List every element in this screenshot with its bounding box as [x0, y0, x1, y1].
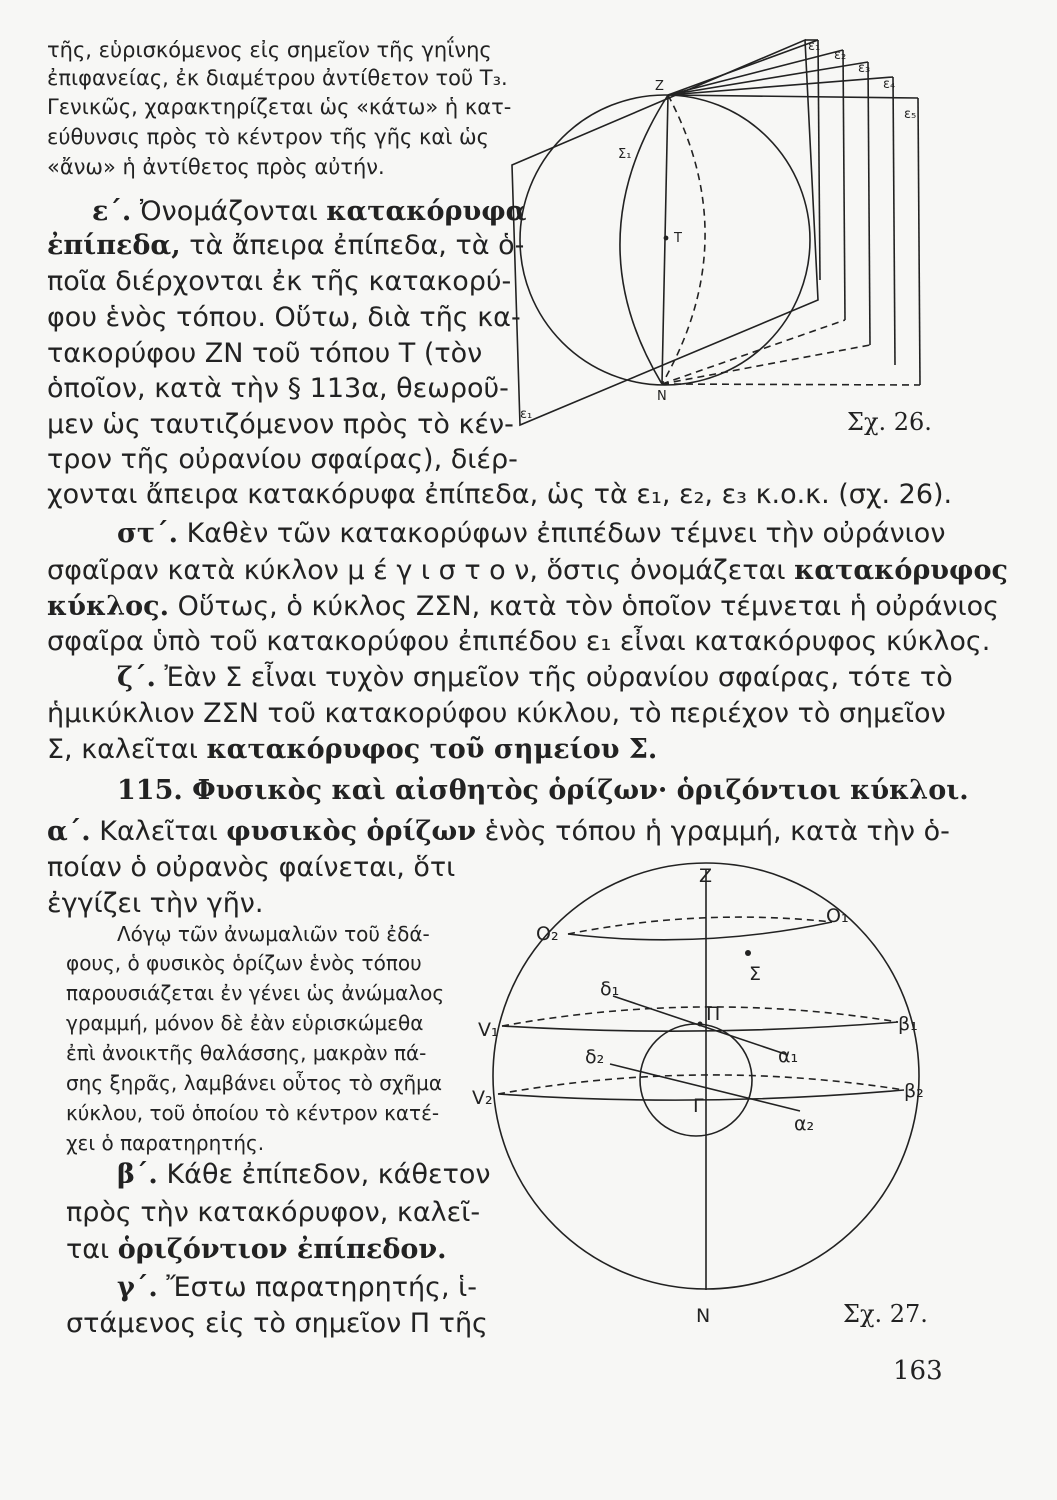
label-n: N [657, 389, 667, 404]
bold-term: ὁριζόντιον ἐπίπεδον. [117, 1234, 447, 1265]
paragraph-marker: στ΄. [117, 518, 178, 549]
bold-term: κατακόρυφος [794, 555, 1008, 586]
text-line: τρον τῆς οὐρανίου σφαίρας), διέρ- [47, 444, 518, 475]
paragraph-marker: β΄. [117, 1159, 158, 1190]
paragraph-marker: ε΄. [92, 196, 132, 227]
label-o2: O₂ [536, 923, 559, 945]
text-line: ἐγγίζει τὴν γῆν. [47, 888, 264, 919]
text-line: ποῖα διέρχονται ἐκ τῆς κατακορύ- [47, 266, 512, 297]
point-pi [698, 1022, 703, 1027]
text-span: Ἔστω παρατηρητής, ἱ- [166, 1272, 478, 1303]
text-line: Γενικῶς, χαρακτηρίζεται ὡς «κάτω» ἡ κατ- [47, 95, 512, 119]
label-e1-bottom: ε₁ [520, 407, 533, 422]
text-line: χονται ἄπειρα κατακόρυφα ἐπίπεδα, ὡς τὰ ε₁, ε₂, ε₃ κ.ο.κ. (σχ. 26). [47, 479, 953, 510]
label-e5: ε₅ [904, 107, 917, 122]
label-e4: ε₄ [883, 77, 896, 92]
label-delta1: δ₁ [600, 978, 620, 1000]
diagonal-delta2-alpha2 [610, 1064, 800, 1111]
label-e3: ε₃ [858, 61, 871, 76]
label-z: Z [699, 865, 713, 887]
label-alpha1: α₁ [778, 1045, 799, 1067]
text-span: τὰ ἄπειρα ἐπίπεδα, τὰ ὁ- [189, 230, 525, 261]
text-line: τακορύφου ΖΝ τοῦ τόπου Τ (τὸν [47, 338, 483, 369]
label-v2: V₂ [472, 1087, 493, 1109]
note-line: κύκλου, τοῦ ὁποίου τὸ κέντρον κατέ- [66, 1101, 440, 1125]
bold-term: ἐπίπεδα, [47, 230, 181, 261]
text-line: ποίαν ὁ οὐρανὸς φαίνεται, ὅτι [47, 852, 456, 883]
note-line: παρουσιάζεται ἐν γένει ὡς ἀνώμαλος [66, 981, 445, 1005]
note-line: Λόγῳ τῶν ἀνωμαλιῶν τοῦ ἐδά- [117, 922, 430, 946]
text-line: στάμενος εἰς τὸ σημεῖον Π τῆς [66, 1308, 488, 1339]
label-e2: ε₂ [834, 48, 847, 63]
label-delta2: δ₂ [585, 1046, 605, 1068]
text-span: ται [66, 1234, 110, 1265]
text-span: σφαῖραν κατὰ κύκλον μ έ γ ι σ τ ο ν, ὅστις ὀνομάζεται [47, 555, 786, 586]
label-z: Z [655, 79, 664, 94]
text-line: ἐπιφανείας, ἐκ διαμέτρου ἀντίθετον τοῦ Τ₃. [47, 66, 508, 90]
bold-term: κατακόρυφος τοῦ σημείου Σ. [206, 734, 658, 765]
label-alpha2: α₂ [794, 1113, 815, 1135]
note-line: ἐπὶ ἀνοικτῆς θαλάσσης, μακρὰν πά- [66, 1041, 427, 1065]
text-span: Κάθε ἐπίπεδον, κάθετον [166, 1159, 491, 1190]
section-number: 115. [117, 775, 183, 806]
paragraph-marker: α΄. [47, 816, 91, 847]
text-line: τῆς, εὑρισκόμενος εἰς σημεῖον τῆς γηΐνης [47, 38, 492, 62]
bold-term: κύκλος. [47, 591, 169, 622]
note-line: φους, ὁ φυσικὸς ὁρίζων ἑνὸς τόπου [66, 951, 422, 975]
figure-26-caption: Σχ. 26. [847, 408, 932, 436]
text-line: εύθυνσις πρὸς τὸ κέντρον τῆς γῆς καὶ ὡς [47, 125, 489, 149]
note-line: γραμμή, μόνον δὲ ἐὰν εὑρισκώμεθα [66, 1011, 424, 1035]
text-line: «ἄνω» ἡ ἀντίθετος πρὸς αὐτήν. [47, 155, 385, 179]
text-span: Καλεῖται [99, 816, 218, 847]
figure-27-caption: Σχ. 27. [843, 1300, 928, 1328]
bold-term: φυσικὸς ὁρίζων [226, 816, 476, 847]
label-sigma: Σ [749, 963, 762, 985]
label-t: T [674, 231, 682, 246]
horizon-circle-2-back [498, 1075, 904, 1094]
label-o1: O₁ [826, 905, 849, 927]
text-line: πρὸς τὴν κατακόρυφον, καλεῖ- [66, 1197, 481, 1228]
note-line: χει ὁ παρατηρητής. [66, 1131, 265, 1155]
label-sigma1: Σ₁ [618, 147, 632, 162]
point-sigma [745, 950, 751, 956]
note-line: σης ξηρᾶς, λαμβάνει οὗτος τὸ σχῆμα [66, 1071, 443, 1095]
label-beta1: β₁ [898, 1013, 918, 1035]
text-span: Οὕτως, ὁ κύκλος ΖΣΝ, κατὰ τὸν ὁποῖον τέμνεται ἡ οὐράνιος [177, 591, 999, 622]
label-gamma: Γ [693, 1095, 704, 1117]
parallel-circle-o-front [568, 922, 832, 940]
text-span: Σ, καλεῖται [47, 734, 198, 765]
text-line: μεν ὡς ταυτιζόμενον πρὸς τὸ κέν- [47, 409, 514, 440]
text-line: σφαῖρα ὑπὸ τοῦ κατακορύφου ἐπιπέδου ε₁ εἶναι κατακόρυφος κύκλος. [47, 626, 991, 657]
text-span: Καθὲν τῶν κατακορύφων ἐπιπέδων τέμνει τὴν οὐράνιον [186, 518, 946, 549]
label-pi: Π [706, 1003, 721, 1025]
text-span: ἑνὸς τόπου ἡ γραμμή, κατὰ τὴν ὁ- [484, 816, 950, 847]
paragraph-marker: γ΄. [117, 1272, 158, 1303]
label-e1-top: ε₁ [808, 39, 821, 54]
page-number: 163 [893, 1356, 943, 1386]
text-line: ὁποῖον, κατὰ τὴν § 113α, θεωροῦ- [47, 373, 509, 404]
bold-term: κατακόρυφα [326, 196, 527, 227]
label-n: N [696, 1305, 711, 1327]
label-v1: V₁ [478, 1019, 499, 1041]
text-line: ἡμικύκλιον ΖΣΝ τοῦ κατακορύφου κύκλου, τὸ περιέχον τὸ σημεῖον [47, 698, 946, 729]
section-title: Φυσικὸς καὶ αἰσθητὸς ὁρίζων· ὁριζόντιοι κύκλοι. [192, 775, 969, 806]
text-span: Ὀνομάζονται [139, 196, 318, 227]
text-line: φου ἑνὸς τόπου. Οὕτω, διὰ τῆς κα- [47, 302, 521, 333]
text-span: Ἐὰν Σ εἶναι τυχὸν σημεῖον τῆς οὐρανίου σφαίρας, τότε τὸ [164, 662, 953, 693]
paragraph-marker: ζ΄. [117, 662, 156, 693]
earth-circle [640, 1024, 752, 1136]
parallel-circle-o-back [568, 917, 832, 934]
label-beta2: β₂ [904, 1080, 924, 1102]
